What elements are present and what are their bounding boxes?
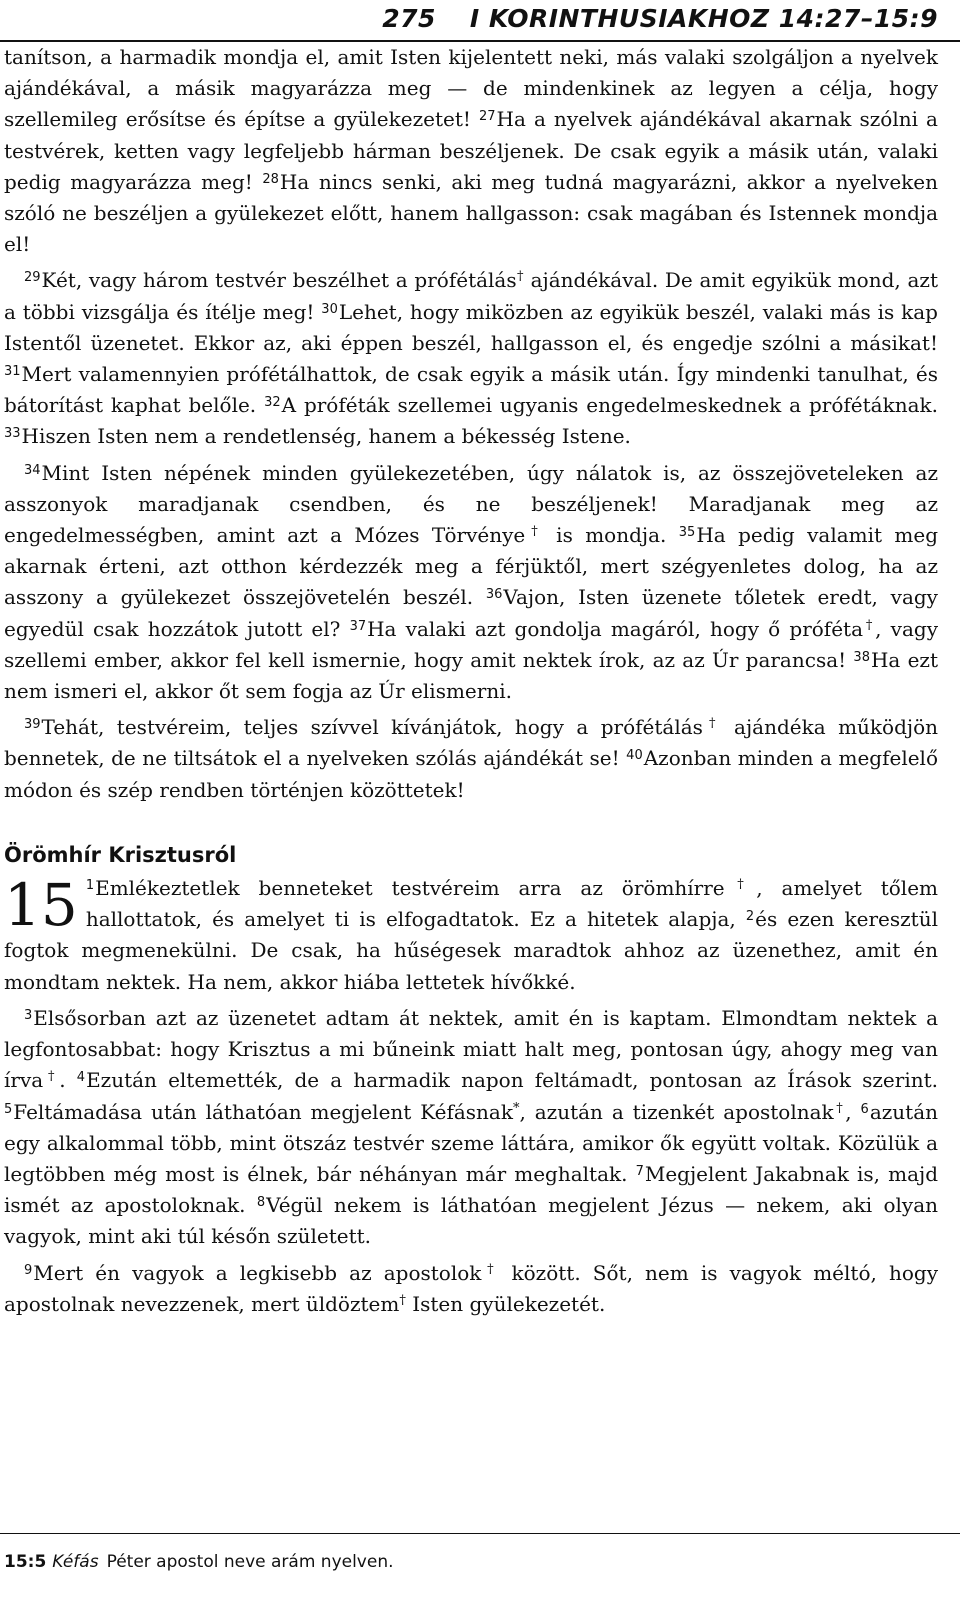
verse-text: ajándéka működjön bennetek, de ne tiltsátok el a nyelveken szólás ajándékát se! — [4, 715, 939, 771]
verse-number: 27 — [478, 109, 496, 125]
verse-text: azután egy alkalommal több, mint ötszáz testvér szeme láttára, amikor ők együtt voltak. Közülük a legtöbben még most is élnek, bár néhányan már meghaltak. — [4, 1099, 938, 1186]
verse-number: 8 — [256, 1195, 266, 1211]
verse-number: 29 — [24, 270, 41, 286]
verse-text: Ha valaki azt gondolja magáról, hogy ő próféta — [367, 616, 863, 641]
verse-text: is mondja. — [543, 523, 679, 548]
verse-number: 33 — [4, 426, 21, 442]
verse-text: Hiszen Isten nem a rendetlenség, hanem a békesség Istene. — [21, 424, 631, 449]
verse-text: Lehet, hogy miközben az egyikük beszél, valaki más is kap Istentől üzenetet. Ekkor az, aki éppen beszél, hallgasson el, és engedje szólni a másikat! — [4, 299, 938, 355]
verse-number: 31 — [4, 364, 21, 380]
verse-text: , amelyet tőlem hallottatok, és amelyet ti is elfogadtatok. Ez a hitetek alapja, — [85, 876, 938, 932]
running-header — [382, 4, 938, 33]
section-title: Örömhír Krisztusról — [4, 842, 237, 867]
verse-text: Két, vagy három testvér beszélhet a prófétálás — [41, 268, 517, 293]
paragraph — [4, 42, 938, 260]
verse-number: 32 — [264, 395, 281, 411]
verse-text: Ha nincs senki, aki meg tudná magyarázni, akkor a nyelveken szóló ne beszéljen a gyülekezet előtt, hanem hallgasson: csak magában és Istennek mondja el! — [4, 169, 938, 257]
glossary-marker: † — [724, 877, 757, 893]
chapter-14-text — [4, 42, 938, 806]
verse-number: 28 — [262, 171, 279, 187]
verse-text: között. Sőt, nem is vagyok méltó, hogy apostolnak nevezzenek, mert üldöztem — [4, 1260, 938, 1316]
footnote-term: Kéfás — [52, 1552, 99, 1572]
verse-text: Mert én vagyok a legkisebb az apostolok — [33, 1260, 482, 1285]
verse-text: Ha ezt nem ismeri el, akkor őt sem fogja az Úr elismerni. — [4, 647, 938, 704]
verse-text: , — [845, 1099, 861, 1124]
glossary-marker: † — [702, 716, 722, 732]
verse-text: Feltámadása után láthatóan megjelent Kéfásnak — [13, 1099, 513, 1124]
verse-number: 37 — [349, 618, 367, 634]
verse-text: Elsősorban azt az üzenetet adtam át nektek, amit én is kaptam. Elmondtam nektek a legfontosabbat: hogy Krisztus a mi bűneink miatt halt meg, pontosan úgy, ahogy meg van írva — [4, 1005, 938, 1093]
verse-text: Végül nekem is láthatóan megjelent Jézus — nekem, aki olyan vagyok, mint aki túl későn született. — [4, 1193, 938, 1249]
verse-text: Ha pedig valamit meg akarnak érteni, azt otthon kérdezzék meg a férjüktől, mert szégyenletes dolog, ha az asszony a gyülekezet összejövetelén beszél. — [4, 523, 939, 610]
verse-text: Mert valamennyien prófétálhattok, de csak egyik a másik után. Így mindenki tanulhat, és bátorítást kaphat belőle. — [4, 362, 938, 418]
verse-text: Azonban minden a megfelelő módon és szép rendben történjen közöttetek! — [4, 746, 938, 802]
verse-text: Ezután eltemették, de a harmadik napon feltámadt, pontosan az Írások szerint. — [86, 1068, 939, 1093]
verse-number: 38 — [853, 649, 870, 665]
verse-text: Isten gyülekezetét. — [405, 1291, 606, 1316]
verse-number: 6 — [860, 1101, 869, 1117]
verse-number: 34 — [24, 462, 41, 478]
body-text — [4, 42, 938, 1320]
verse-number: 1 — [85, 878, 95, 894]
verse-text: . — [59, 1068, 77, 1093]
verse-text: Emlékeztetlek benneteket testvéreim arra az örömhírre — [95, 876, 725, 901]
footnote-rule — [0, 1533, 960, 1534]
paragraph — [4, 458, 938, 708]
glossary-marker: † — [43, 1069, 60, 1085]
footnote — [4, 1552, 394, 1572]
verse-number: 7 — [635, 1163, 644, 1179]
verse-number: 40 — [626, 748, 643, 764]
glossary-marker: † — [481, 1261, 500, 1277]
verse-text: Ha a nyelvek ajándékával akarnak szólni a testvérek, ketten vagy legfeljebb hárman beszéljenek. De csak egyik a másik után, valaki pedig magyarázza meg! — [4, 107, 938, 194]
glossary-marker: † — [863, 617, 876, 633]
verse-number: 36 — [485, 587, 503, 603]
verse-text: tanítson, a harmadik mondja el, amit Isten kijelentett neki, más valaki szolgáljon a nyelvek ajándékával, a másik magyarázza meg — de mindenkinek az legyen a célja, hogy szellemileg erősítse és építse a gyülekezetet! — [4, 45, 938, 132]
verse-number: 2 — [745, 909, 755, 925]
verse-text: Mint Isten népének minden gyülekezetében, úgy nálatok is, az összejöveteleken az asszonyok maradjanak csendben, és ne beszéljenek! Maradjanak meg az engedelmességben, amint azt a Mózes Törvénye — [4, 460, 938, 548]
verse-number: 3 — [24, 1007, 33, 1023]
paragraph — [4, 1258, 938, 1320]
glossary-marker: † — [399, 1292, 406, 1308]
verse-text: , vagy szellemi ember, akkor fel kell ismernie, hogy amit nektek írok, az az Úr parancsa! — [4, 616, 938, 672]
verse-text: ajándékával. De amit egyikük mond, azt a többi vizsgálja és ítélje meg! — [4, 268, 938, 324]
glossary-marker: * — [512, 1100, 520, 1116]
glossary-marker: † — [516, 269, 524, 285]
running-title: I KORINTHUSIAKHOZ 14:27–15:9 — [469, 4, 938, 33]
paragraph — [4, 712, 938, 806]
verse-text: A próféták szellemei ugyanis engedelmeskednek a prófétáknak. — [281, 393, 939, 418]
paragraph — [4, 265, 938, 452]
verse-text: és ezen keresztül fogtok megmenekülni. De csak, ha hűségesek maradtok ahhoz az üzenethez, amit én mondtam nektek. Ha nem, akkor hiába lettetek hívőkké. — [4, 907, 938, 994]
footnote-ref: 15:5 — [4, 1552, 47, 1572]
paragraph — [4, 873, 938, 998]
page-number: 275 — [382, 4, 436, 33]
verse-text: Vajon, Isten üzenete tőletek eredt, vagy egyedül csak hozzátok jutott el? — [4, 585, 938, 641]
paragraph — [4, 1003, 938, 1253]
verse-number: 30 — [321, 301, 338, 317]
verse-number: 5 — [4, 1101, 13, 1117]
chapter-15-text — [4, 873, 938, 1320]
chapter-number: 15 — [4, 871, 78, 940]
glossary-marker: † — [525, 524, 544, 540]
verse-text: Tehát, testvéreim, teljes szívvel kívánjátok, hogy a prófétálás — [41, 715, 703, 740]
verse-text: , azután a tizenkét apostolnak — [519, 1099, 834, 1124]
glossary-marker: † — [833, 1100, 846, 1116]
verse-number: 35 — [678, 525, 696, 541]
verse-number: 39 — [24, 717, 41, 733]
verse-number: 9 — [24, 1262, 33, 1278]
verse-number: 4 — [76, 1070, 86, 1086]
verse-text: Megjelent Jakabnak is, majd ismét az apostoloknak. — [4, 1161, 939, 1218]
footnote-text: Péter apostol neve arám nyelven. — [106, 1552, 394, 1572]
